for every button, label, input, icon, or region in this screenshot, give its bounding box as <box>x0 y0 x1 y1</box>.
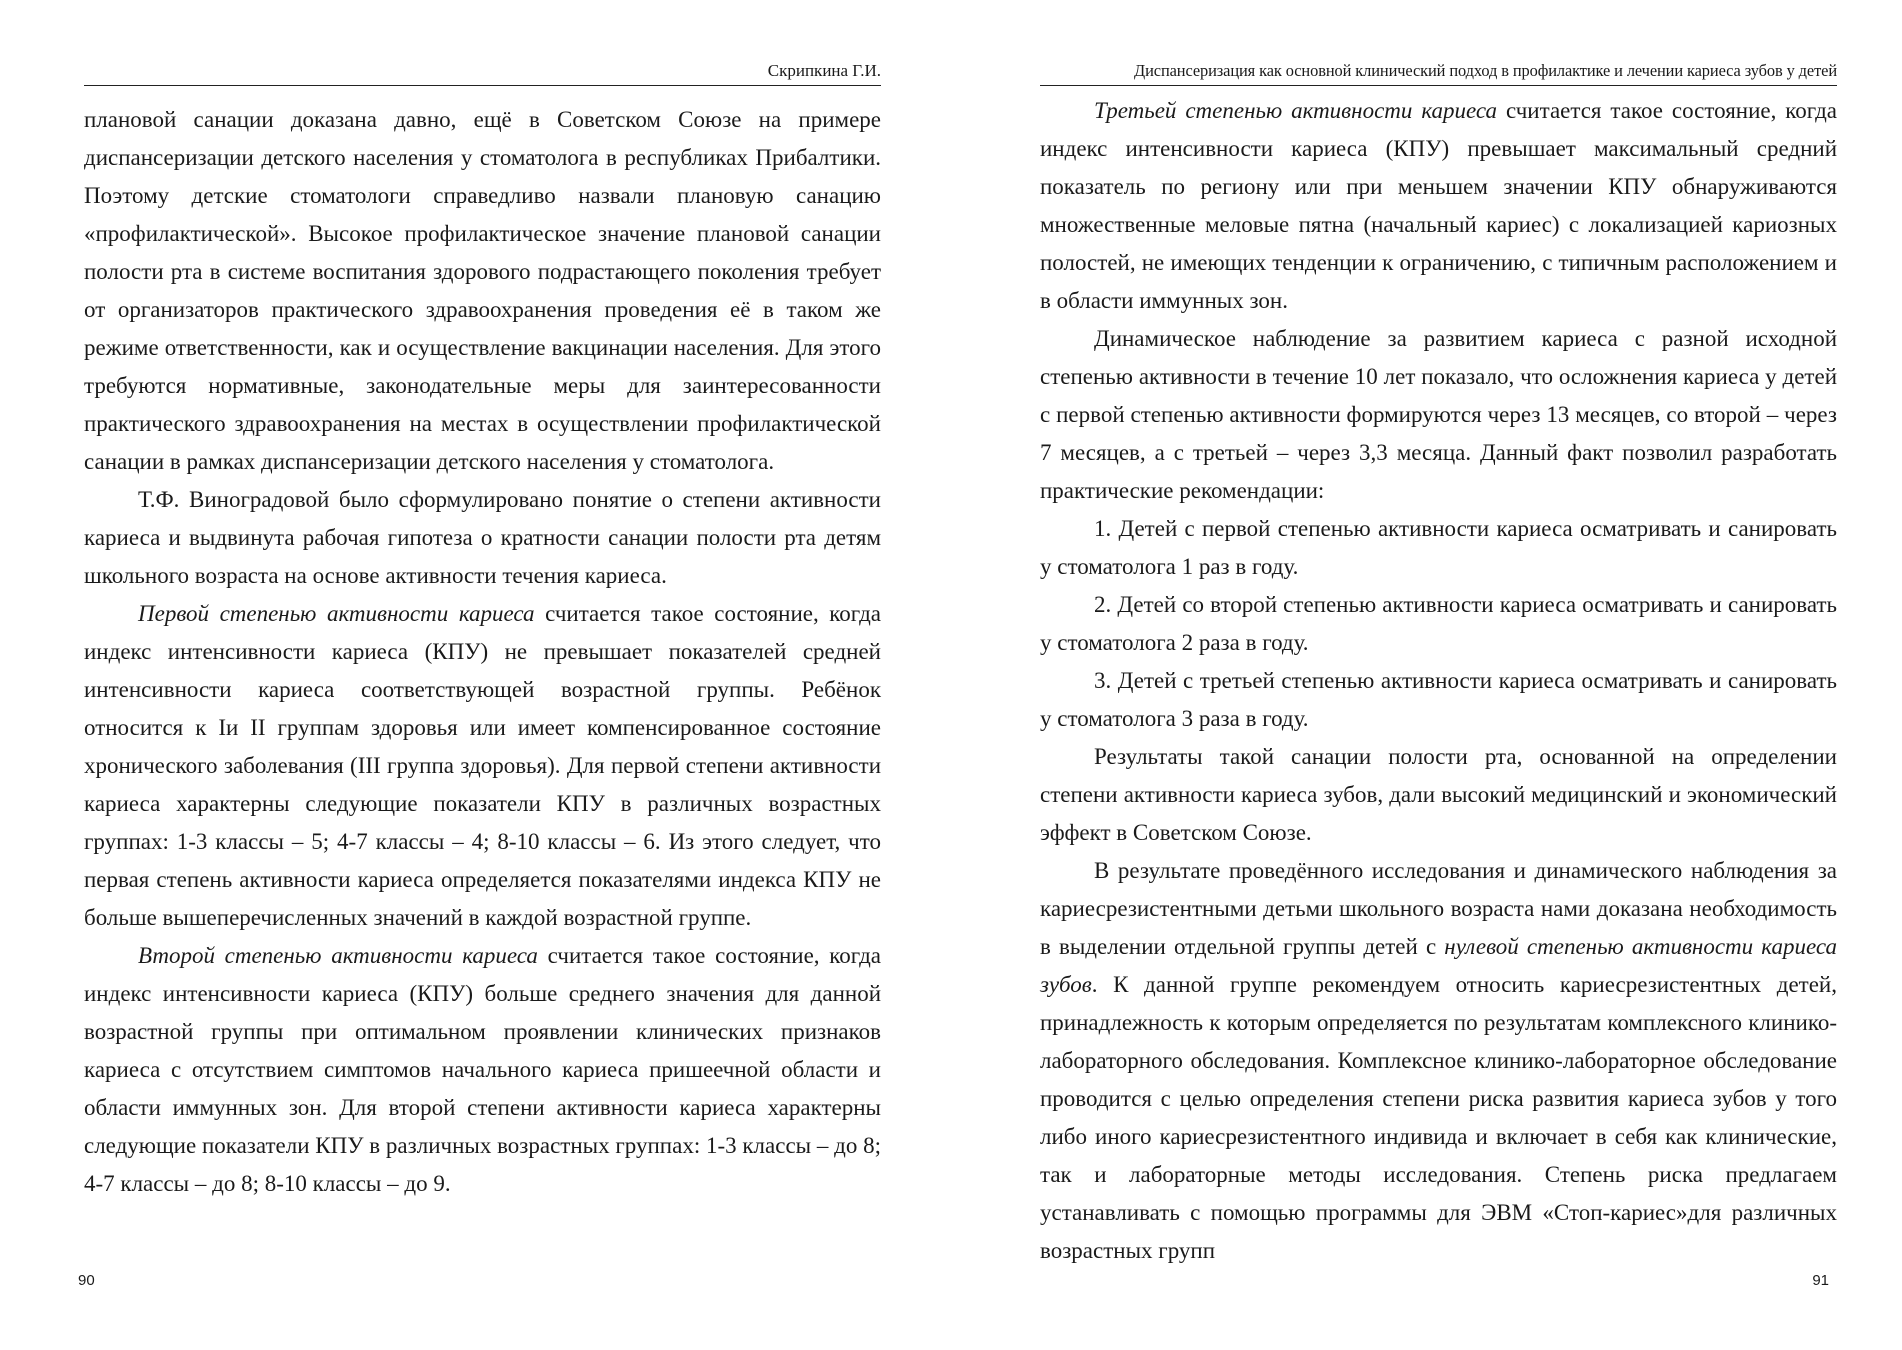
paragraph-text: считается такое состояние, когда индекс интенсивности кариеса (КПУ) не превышает показателей средней интенсивности кариеса соответствующей возрастной группы. Ребёнок относится к Iи II группам здоровья или имеет компенсированное состояние хронического заболевания (III группа здоровья). Для первой степени активности кариеса характерны следующие показатели КПУ в различных возрастных группах: 1-3 классы – 5; 4-7 классы – 4; 8-10 классы – 6. Из этого следует, что первая степень активности кариеса определяется показателями индекса КПУ не больше вышеперечисленных значений в каждой возрастной группе. <box>84 601 881 930</box>
italic-term: Третьей степенью активности кариеса <box>1094 98 1498 123</box>
right-page <box>1040 0 1837 1350</box>
list-item: 1. Детей с первой степенью активности кариеса осматривать и санировать у стоматолога 1 раз в году. <box>1040 516 1837 579</box>
paragraph <box>1040 852 1837 1270</box>
paragraph <box>84 595 881 937</box>
italic-term: Второй степенью активности кариеса <box>138 943 538 968</box>
page-number: 91 <box>1812 1272 1829 1289</box>
paragraph <box>84 937 881 1203</box>
list-item: 3. Детей с третьей степенью активности кариеса осматривать и санировать у стоматолога 3 раза в году. <box>1040 668 1837 731</box>
page-number: 90 <box>78 1272 95 1289</box>
paragraph: Т.Ф. Виноградовой было сформулировано понятие о степени активности кариеса и выдвинута рабочая гипотеза о кратности санации полости рта детям школьного возраста на основе активности течения кариеса. <box>84 487 881 588</box>
paragraph-text: считается такое состояние, когда индекс интенсивности кариеса (КПУ) превышает максимальный средний показатель по региону или при меньшем значении КПУ обнаруживаются множественные меловые пятна (начальный кариес) с локализацией кариозных полостей, не имеющих тенденции к ограничению, с типичным расположением и в области иммунных зон. <box>1040 98 1837 313</box>
paragraph-text: считается такое состояние, когда индекс интенсивности кариеса (КПУ) больше среднего значения для данной возрастной группы при оптимальном проявлении клинических признаков кариеса с отсутствием симптомов начального кариеса пришеечной области и области иммунных зон. Для второй степени активности кариеса характерны следующие показатели КПУ в различных возрастных группах: 1-3 классы – до 8; 4-7 классы – до 8; 8-10 классы – до 9. <box>84 943 881 1196</box>
paragraph: Динамическое наблюдение за развитием кариеса с разной исходной степенью активности в течение 10 лет показало, что осложнения кариеса у детей с первой степенью активности формируются через 13 месяцев, со второй – через 7 месяцев, а с третьей – через 3,3 месяца. Данный факт позволил разработать практические рекомендации: <box>1040 326 1837 503</box>
running-head-author: Скрипкина Г.И. <box>84 60 881 86</box>
right-page-body <box>1040 92 1837 1270</box>
italic-term: нулевой степенью активности кариеса зубов <box>1040 934 1837 997</box>
paragraph: плановой санации доказана давно, ещё в Советском Союзе на примере диспансеризации детского населения у стоматолога в республиках Прибалтики. Поэтому детские стоматологи справедливо назвали плановую санацию «профилактической». Высокое профилактическое значение плановой санации полости рта в системе воспитания здорового подрастающего поколения требует от организаторов практического здравоохранения проведения её в таком же режиме ответственности, как и осуществление вакцинации населения. Для этого требуются нормативные, законодательные меры для заинтересованности практического здравоохранения на местах в осуществлении профилактической санации в рамках диспансеризации детского населения у стоматолога. <box>84 107 881 474</box>
paragraph: Результаты такой санации полости рта, основанной на определении степени активности кариеса зубов, дали высокий медицинский и экономический эффект в Советском Союзе. <box>1040 744 1837 845</box>
italic-term: Первой степенью активности кариеса <box>138 601 535 626</box>
paragraph-text: В результате проведённого исследования и динамического наблюдения за кариесрезистентными детьми школьного возраста нами доказана необходимость в выделении отдельной группы детей с <box>1040 858 1837 959</box>
list-item: 2. Детей со второй степенью активности кариеса осматривать и санировать у стоматолога 2 раза в году. <box>1040 592 1837 655</box>
paragraph <box>1040 92 1837 320</box>
left-page-body <box>84 101 881 1203</box>
paragraph-text: . К данной группе рекомендуем относить кариесрезистентных детей, принадлежность к которым определяется по результатам комплексного клинико-лабораторного обследования. Комплексное клинико-лабораторное обследование проводится с целью определения степени риска развития кариеса зубов у того либо иного кариесрезистентного индивида и включает в себя как клинические, так и лабораторные методы исследования. Степень риска предлагаем устанавливать с помощью программы для ЭВМ «Стоп-кариес»для различных возрастных групп <box>1040 972 1837 1263</box>
left-page <box>78 0 881 1350</box>
running-head-chapter: Диспансеризация как основной клинический подход в профилактике и лечении кариеса зубов у детей <box>1040 60 1837 86</box>
